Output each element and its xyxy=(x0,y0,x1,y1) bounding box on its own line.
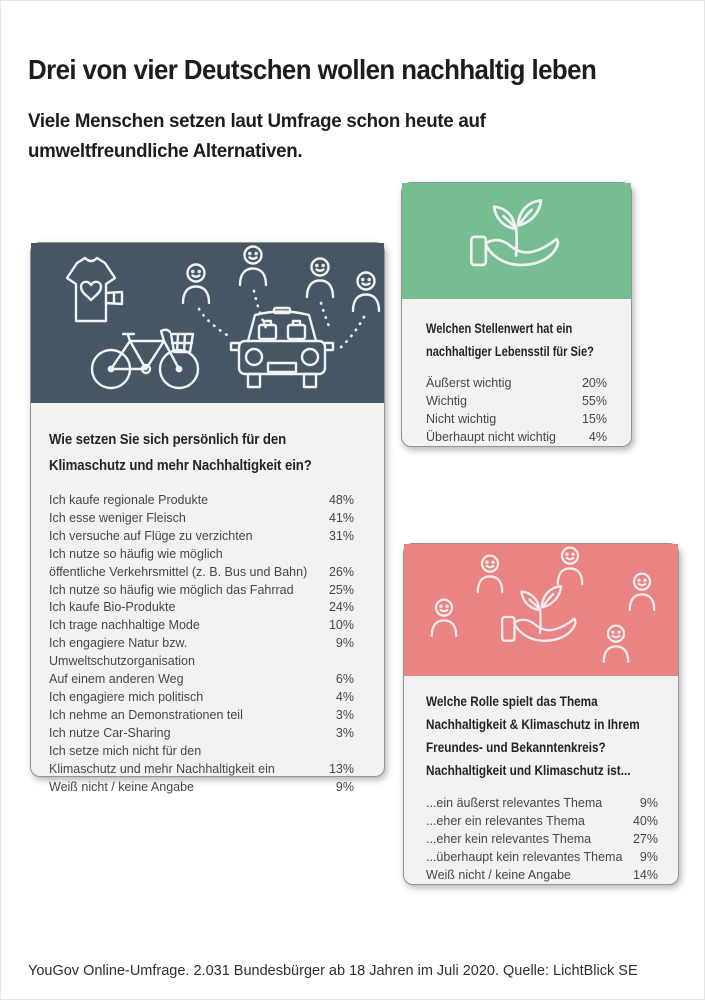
source-note: YouGov Online-Umfrage. 2.031 Bundesbürger ab 18 Jahren im Juli 2020. Quelle: LichtBlick SE xyxy=(28,962,638,979)
tshirt-bike-carsharing-illustration xyxy=(31,243,384,403)
table-row: Auf einem anderen Weg 6% xyxy=(49,672,354,687)
table-row: ...ein äußerst relevantes Thema 9% xyxy=(426,796,658,810)
card-importance-body xyxy=(402,317,631,447)
table-row: öffentliche Verkehrsmittel (z. B. Bus und Bahn) 26% xyxy=(49,564,354,579)
card-importance xyxy=(401,182,632,447)
card-social-question: Welche Rolle spielt das Thema Nachhaltigkeit & Klimaschutz in Ihrem Freundes- und Bekanntenkreis? Nachhaltigkeit und Klimaschutz ist... xyxy=(426,693,640,778)
page-title: Drei von vier Deutschen wollen nachhaltig leben xyxy=(28,54,597,86)
table-row: ...überhaupt kein relevantes Thema 9% xyxy=(426,849,658,864)
card-social-body xyxy=(404,690,678,885)
table-row: Ich engagiere mich politisch 4% xyxy=(49,689,354,704)
table-row: Ich versuche auf Flüge zu verzichten 31% xyxy=(49,528,354,543)
table-row: Weiß nicht / keine Angabe 9% xyxy=(49,779,354,794)
table-row: Ich nutze Car-Sharing 3% xyxy=(49,725,354,740)
table-row: Nicht wichtig 15% xyxy=(426,411,607,426)
table-row: Ich engagiere Natur bzw. Umweltschutzorganisation 9% xyxy=(49,636,354,669)
table-row: Ich kaufe Bio-Produkte 24% xyxy=(49,600,354,615)
table-row: Wichtig 55% xyxy=(426,393,607,408)
table-row: Ich esse weniger Fleisch 41% xyxy=(49,510,354,525)
card-engagement-list xyxy=(49,492,354,796)
hand-plant-icon xyxy=(402,183,631,299)
card-social-list xyxy=(426,795,658,885)
card-importance-list xyxy=(426,375,607,447)
table-row: Ich nehme an Demonstrationen teil 3% xyxy=(49,707,354,722)
table-row: Ich trage nachhaltige Mode 10% xyxy=(49,618,354,633)
table-row: ...eher ein relevantes Thema 40% xyxy=(426,813,658,828)
table-row: Ich kaufe regionale Produkte 48% xyxy=(49,493,354,507)
table-row: Ich nutze so häufig wie möglich das Fahrrad 25% xyxy=(49,582,354,597)
table-row: Äußerst wichtig 20% xyxy=(426,376,607,390)
card-social-header xyxy=(404,544,678,676)
card-engagement xyxy=(30,242,385,794)
table-row: Ich nutze so häufig wie möglich xyxy=(49,546,223,561)
table-row: Überhaupt nicht wichtig 4% xyxy=(426,429,607,444)
card-engagement-body xyxy=(31,427,384,796)
card-engagement-question: Wie setzen Sie sich persönlich für den Klimaschutz und mehr Nachhaltigkeit ein? xyxy=(49,431,312,474)
page-subtitle: Viele Menschen setzen laut Umfrage schon heute auf umweltfreundliche Alternativen. xyxy=(28,109,486,162)
table-row: Weiß nicht / keine Angabe 14% xyxy=(426,867,658,882)
card-importance-header xyxy=(402,183,631,299)
card-importance-question: Welchen Stellenwert hat ein nachhaltiger Lebensstil für Sie? xyxy=(426,321,594,359)
table-row: ...eher kein relevantes Thema 27% xyxy=(426,831,658,846)
card-social xyxy=(403,543,679,885)
card-engagement-header xyxy=(31,243,384,403)
table-row: Klimaschutz und mehr Nachhaltigkeit ein 13% xyxy=(49,761,354,776)
hand-plant-people-icon xyxy=(404,544,678,676)
table-row: Ich setze mich nicht für den xyxy=(49,743,202,758)
